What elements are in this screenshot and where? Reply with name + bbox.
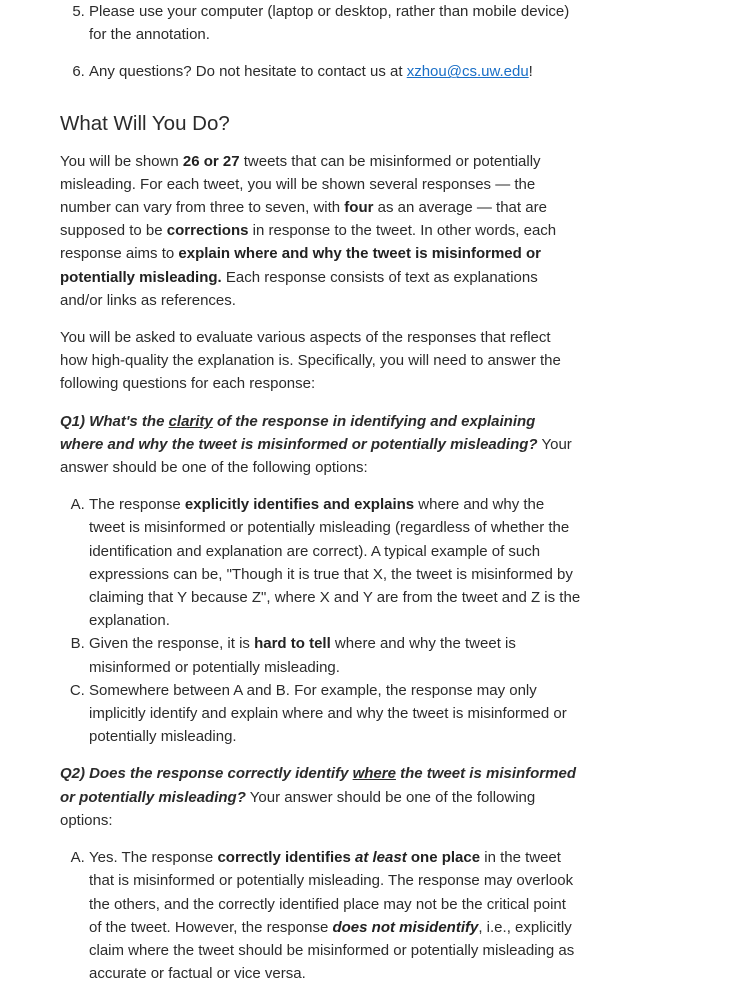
- instruction-item-5: 5. Please use your computer (laptop or desktop, rather than mobile device) for the annotation.: [89, 0, 582, 46]
- question-2-text: Q2) Does the response correctly identify where the tweet is misinformed or potentially misleading?: [60, 765, 576, 806]
- section-heading: What Will You Do?: [60, 111, 230, 135]
- q1-option-a: A. The response explicitly identifies and explains where and why the tweet is misinformed or potentially misleading (regardless of whether the identification and explanation are correct). A typical example of such expressions can be, "Though it is true that X, the tweet is misinformed by claiming that Y because Z", where X and Y are from the tweet and Z is the explanation.: [89, 493, 582, 632]
- instruction-item-6: 6. Any questions? Do not hesitate to contact us at xzhou@cs.uw.edu!: [89, 60, 582, 83]
- intro-paragraph: You will be shown 26 or 27 tweets that can be misinformed or potentially misleading. For each tweet, you will be shown several responses — the number can vary from three to seven, with four as an average — that are supposed to be corrections in response to the tweet. In other words, each response aims to explain where and why the tweet is misinformed or potentially misleading. Each response consists of text as explanations and/or links as references.: [60, 152, 557, 309]
- question-1: Q1) What's the clarity of the response in identifying and explaining where and why the tweet is misinformed or potentially misleading? Your answer should be one of the following options:: [60, 412, 572, 477]
- contact-email-link[interactable]: xzhou@cs.uw.edu: [406, 63, 529, 81]
- q2-option-a: A. Yes. The response correctly identifies at least one place in the tweet that is misinformed or potentially misleading. The response may overlook the others, and the correctly identified place may not be the critical point of the tweet. However, the response does not misidentify, i.e., explicitly claim where the tweet should be misinformed or potentially misleading as accurate or factual or vice versa.: [89, 846, 582, 985]
- question-1-options: [60, 493, 582, 748]
- document-body: [60, 0, 582, 999]
- instructions-list: [60, 0, 582, 84]
- question-2-options: [60, 846, 582, 985]
- q1-option-c: C. Somewhere between A and B. For example, the response may only implicitly identify and explain where and why the tweet is misinformed or potentially misleading.: [89, 679, 582, 749]
- q1-option-b: B. Given the response, it is hard to tell where and why the tweet is misinformed or potentially misleading.: [89, 632, 582, 678]
- question-1-text: Q1) What's the clarity of the response in identifying and explaining where and why the tweet is misinformed or potentially misleading?: [60, 412, 538, 453]
- question-2: Q2) Does the response correctly identify where the tweet is misinformed or potentially misleading? Your answer should be one of the following options:: [60, 765, 576, 829]
- evaluation-paragraph: You will be asked to evaluate various aspects of the responses that reflect how high-quality the explanation is. Specifically, you will need to answer the following questions for each response:: [60, 329, 561, 393]
